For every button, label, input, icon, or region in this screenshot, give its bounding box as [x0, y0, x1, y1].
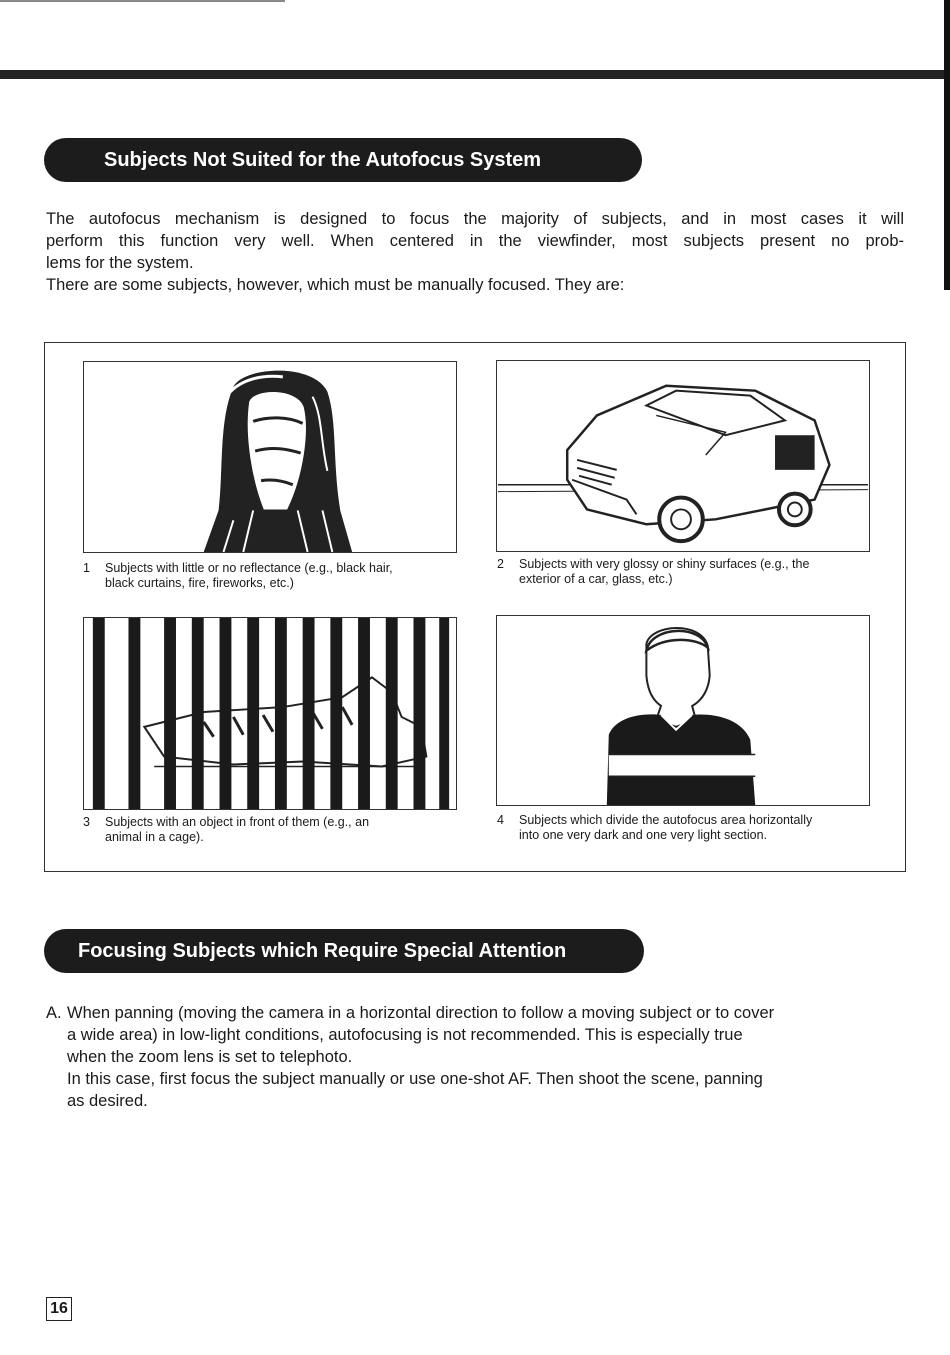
caption-line: animal in a cage). — [105, 830, 204, 844]
section-title-text: Focusing Subjects which Require Special Attention — [78, 939, 567, 962]
intro-line: perform this function very well. When centered in the viewfinder, most subjects present no prob- — [46, 232, 904, 250]
item-a-body — [67, 1002, 898, 1112]
page-edge — [944, 0, 950, 290]
caption-text — [105, 815, 369, 845]
section-title-text: Subjects Not Suited for the Autofocus System — [104, 148, 542, 171]
item-a-line: a wide area) in low-light conditions, autofocusing is not recommended. This is especially true — [67, 1026, 743, 1044]
caption-text — [519, 813, 812, 843]
caption-line: into one very dark and one very light section. — [519, 828, 768, 842]
car-illustration — [496, 360, 870, 552]
caption-line: black curtains, fire, fireworks, etc.) — [105, 576, 294, 590]
header-bar — [0, 70, 950, 79]
item-a-line: In this case, first focus the subject manually or use one-shot AF. Then shoot the scene, panning — [67, 1070, 763, 1088]
caption-line: Subjects which divide the autofocus area horizontally — [519, 813, 813, 827]
page-number: 16 — [46, 1297, 72, 1321]
item-letter: A. — [46, 1004, 62, 1022]
caption-number: 2 — [497, 557, 504, 571]
caption-line: Subjects with little or no reflectance (e.g., black hair, — [105, 561, 393, 575]
item-a-line: as desired. — [67, 1092, 148, 1110]
caption-number: 3 — [83, 815, 90, 829]
examples-panel — [44, 342, 906, 872]
caption-number: 1 — [83, 561, 90, 575]
item-a-line: When panning (moving the camera in a horizontal direction to follow a moving subject or to cover — [67, 1004, 775, 1022]
intro-line: The autofocus mechanism is designed to focus the majority of subjects, and in most cases it will — [46, 210, 904, 228]
intro-line: There are some subjects, however, which must be manually focused. They are: — [46, 276, 625, 294]
caption-line: exterior of a car, glass, etc.) — [519, 572, 673, 586]
intro-paragraph — [46, 208, 904, 296]
caption-text — [105, 561, 393, 591]
man-striped-sweater-illustration — [496, 615, 870, 806]
intro-line: lems for the system. — [46, 254, 194, 272]
caption-line: Subjects with very glossy or shiny surfaces (e.g., the — [519, 557, 810, 571]
section-title-autofocus-unsuitable — [44, 138, 642, 182]
tiger-in-cage-illustration — [83, 617, 457, 810]
caption-line: Subjects with an object in front of them (e.g., an — [105, 815, 370, 829]
caption-number: 4 — [497, 813, 504, 827]
top-rule — [0, 0, 285, 2]
caption-text — [519, 557, 809, 587]
item-a-line: when the zoom lens is set to telephoto. — [67, 1048, 353, 1066]
woman-black-hair-illustration — [83, 361, 457, 553]
section-title-special-attention — [44, 929, 644, 973]
